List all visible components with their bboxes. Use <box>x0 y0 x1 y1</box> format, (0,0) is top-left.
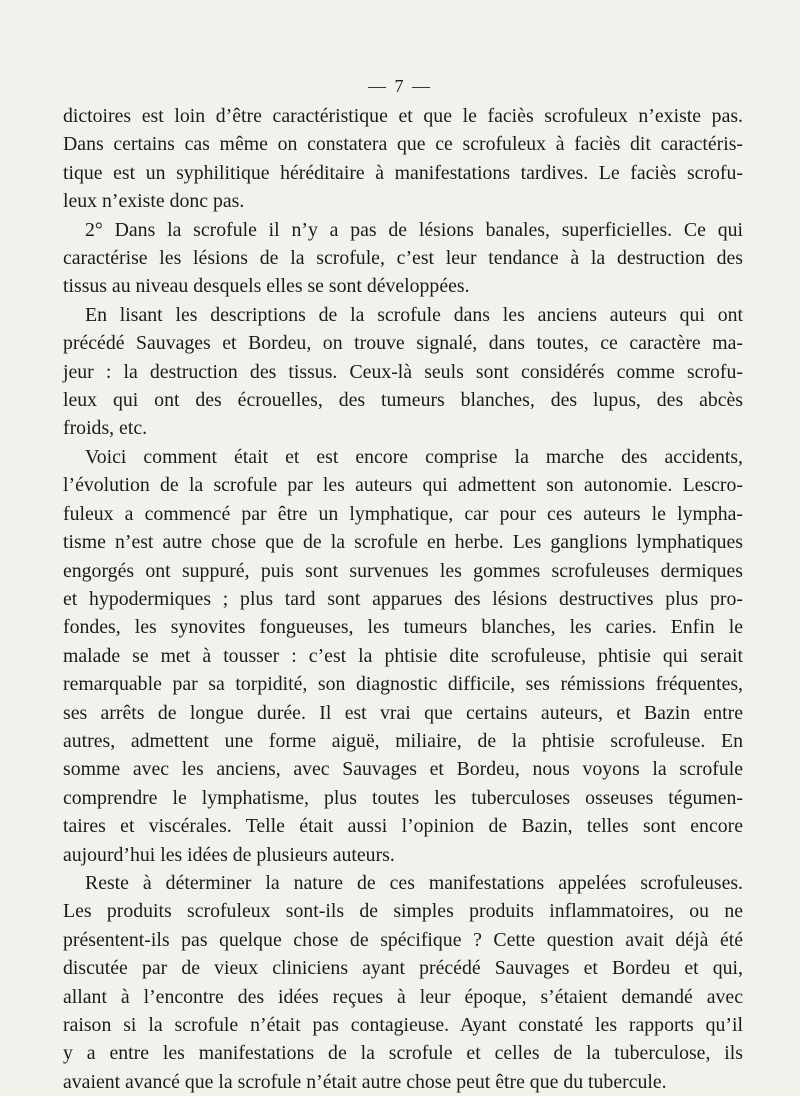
text-line: raison si la scrofule n’était pas contagieuse. Ayant constaté les rapports qu’il <box>63 1014 743 1036</box>
text-line: froids, etc. <box>63 417 148 440</box>
text-line: avaient avancé que la scrofule n’était autre chose peut être que du tubercule. <box>63 1070 667 1093</box>
text-line: jeur : la destruction des tissus. Ceux-là seuls sont considérés comme scrofu- <box>63 360 743 383</box>
text-line: fuleux a commencé par être un lymphatique, car pour ces auteurs le lympha- <box>63 502 743 525</box>
text-line: tisme n’est autre chose que de la scrofule en herbe. Les ganglions lymphatiques <box>63 531 743 554</box>
text-line: autres, admettent une forme aiguë, miliaire, de la phtisie scrofuleuse. En <box>63 729 743 752</box>
page-number: — 7 — <box>368 76 432 96</box>
text-line: tissus au niveau desquels elles se sont développées. <box>63 275 470 298</box>
text-line: discutée par de vieux cliniciens ayant précédé Sauvages et Bordeu et qui, <box>63 957 743 980</box>
text-line: tique est un syphilitique héréditaire à manifestations tardives. Le faciès scrofu- <box>63 161 743 184</box>
text-line: leux n’existe donc pas. <box>63 190 245 213</box>
text-line: taires et viscérales. Telle était aussi l’opinion de Bazin, telles sont encore <box>63 815 743 838</box>
text-line: allant à l’encontre des idées reçues à leur époque, s’étaient demandé avec <box>63 985 743 1008</box>
text-line: précédé Sauvages et Bordeu, on trouve signalé, dans toutes, ce caractère ma- <box>63 332 743 355</box>
text-line: 2° Dans la scrofule il n’y a pas de lésions banales, superficielles. Ce qui <box>85 218 743 241</box>
text-line: En lisant les descriptions de la scrofule dans les anciens auteurs qui ont <box>85 303 743 326</box>
text-line: malade se met à tousser : c’est la phtisie dite scrofuleuse, phtisie qui serait <box>63 644 743 667</box>
text-line: et hypodermiques ; plus tard sont apparues des lésions destructives plus pro- <box>63 587 743 610</box>
body-text <box>63 102 743 1096</box>
text-line: leux qui ont des écrouelles, des tumeurs blanches, des lupus, des abcès <box>63 389 743 412</box>
text-line: caractérise les lésions de la scrofule, c’est leur tendance à la destruction des <box>63 247 743 270</box>
text-line: Les produits scrofuleux sont-ils de simples produits inflammatoires, ou ne <box>63 900 743 923</box>
text-line: remarquable par sa torpidité, son diagnostic difficile, ses rémissions fréquentes, <box>63 673 743 696</box>
text-line: aujourd’hui les idées de plusieurs auteurs. <box>63 843 395 866</box>
text-line: ses arrêts de longue durée. Il est vrai que certains auteurs, et Bazin entre <box>63 701 743 724</box>
text-line: engorgés ont suppuré, puis sont survenues les gommes scrofuleuses dermiques <box>63 559 743 582</box>
text-line: y a entre les manifestations de la scrofule et celles de la tuberculose, ils <box>63 1042 743 1065</box>
text-line: Voici comment était et est encore comprise la marche des accidents, <box>85 445 743 468</box>
text-line: l’évolution de la scrofule par les auteurs qui admettent son autonomie. Lescro- <box>63 474 743 497</box>
text-line: Dans certains cas même on constatera que ce scrofuleux à faciès dit caractéris- <box>63 133 743 156</box>
text-line: comprendre le lymphatisme, plus toutes les tuberculoses osseuses tégumen- <box>63 786 743 809</box>
text-line: Reste à déterminer la nature de ces manifestations appelées scrofuleuses. <box>85 871 743 894</box>
text-line: fondes, les synovites fongueuses, les tumeurs blanches, les caries. Enfin le <box>63 616 743 639</box>
text-line: présentent-ils pas quelque chose de spécifique ? Cette question avait déjà été <box>63 928 743 951</box>
text-line: somme avec les anciens, avec Sauvages et Bordeu, nous voyons la scrofule <box>63 758 743 781</box>
text-line: dictoires est loin d’être caractéristique et que le faciès scrofuleux n’existe pas. <box>63 105 743 127</box>
